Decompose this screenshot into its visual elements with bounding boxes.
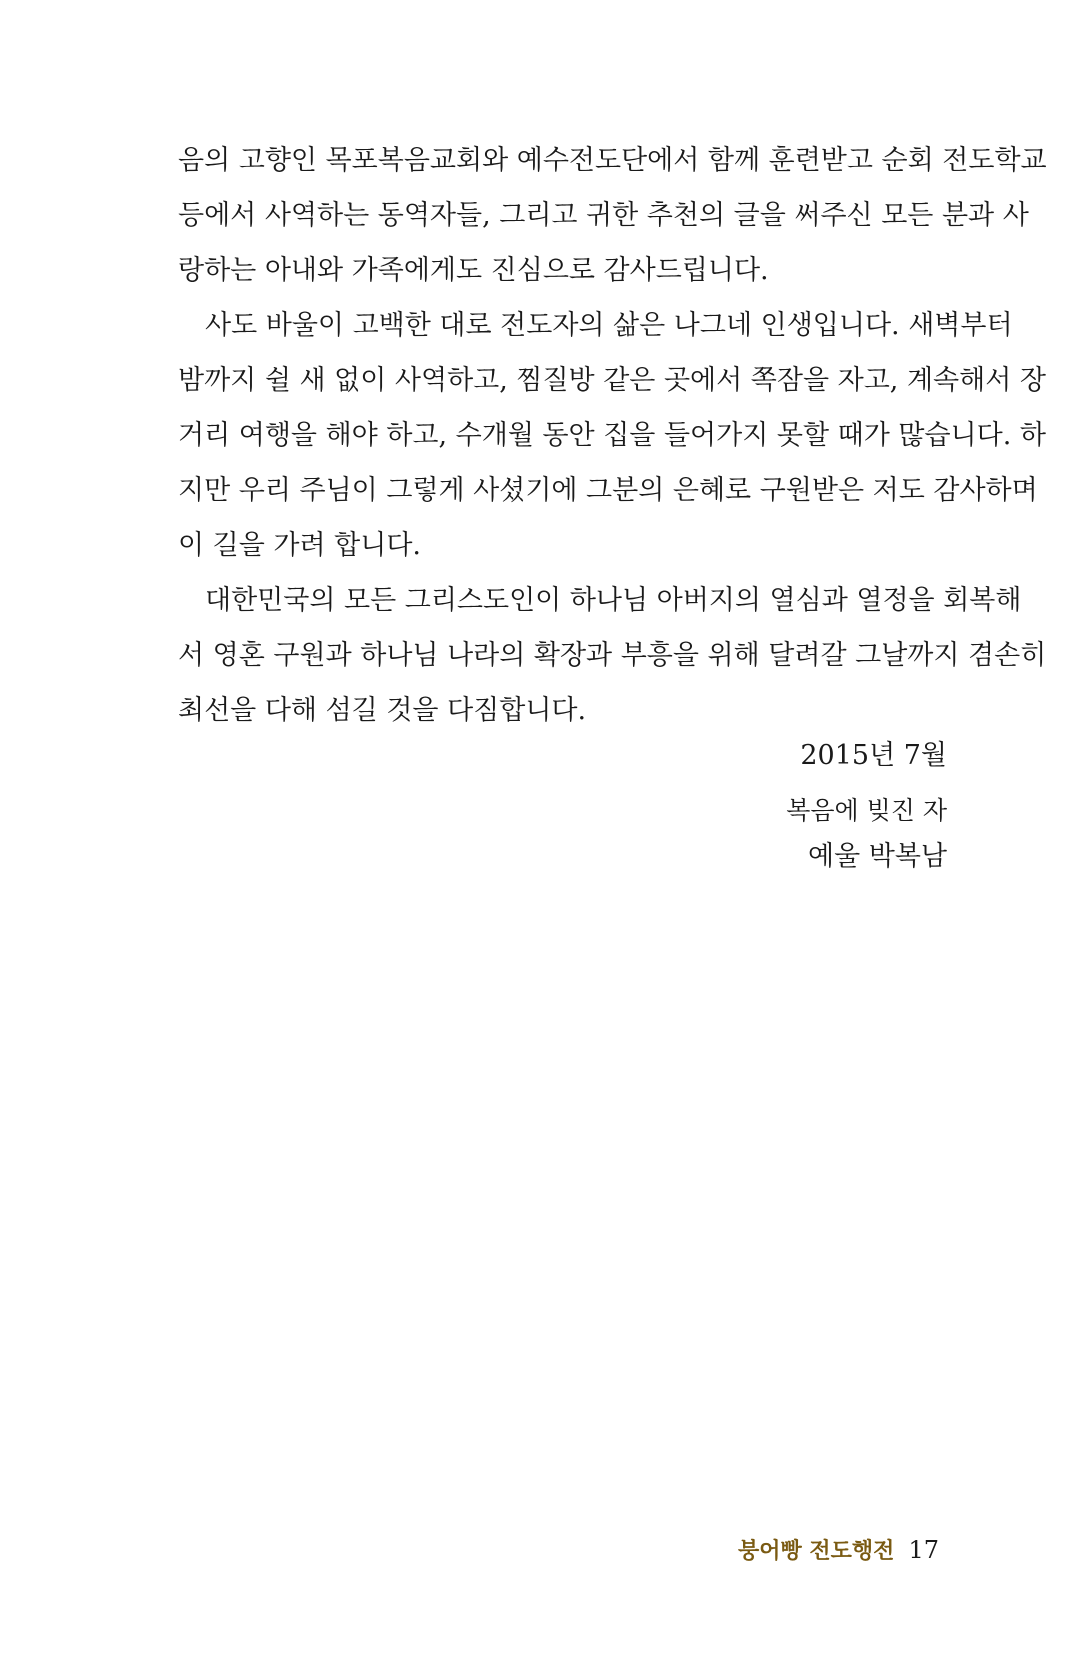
text-line: 이 길을 가려 합니다.: [178, 530, 421, 561]
text-line: 거리 여행을 해야 하고, 수개월 동안 집을 들어가지 못할 때가 많습니다. 하: [178, 420, 1046, 451]
text-line: 밤까지 쉴 새 없이 사역하고, 찜질방 같은 곳에서 쪽잠을 자고, 계속해서 장: [178, 365, 1046, 396]
text-line: 랑하는 아내와 가족에게도 진심으로 감사드립니다.: [178, 255, 769, 286]
signature-block: [786, 737, 947, 877]
text-line: 서 영혼 구원과 하나님 나라의 확장과 부흥을 위해 달려갈 그날까지 겸손히: [178, 640, 1047, 671]
book-title: 붕어빵 전도행전: [738, 1539, 895, 1564]
page-footer: [738, 1534, 939, 1565]
text-line: 등에서 사역하는 동역자들, 그리고 귀한 추천의 글을 써주신 모든 분과 사: [178, 200, 1029, 231]
page-number: 17: [908, 1536, 939, 1564]
paragraph-1: [178, 133, 1047, 298]
signature-name: 예울 박복남: [808, 841, 947, 872]
text-line: 대한민국의 모든 그리스도인이 하나님 아버지의 열심과 열정을 회복해: [205, 585, 1022, 616]
text-line: 사도 바울이 고백한 대로 전도자의 삶은 나그네 인생입니다. 새벽부터: [205, 310, 1013, 341]
text-line: 최선을 다해 섬길 것을 다짐합니다.: [178, 695, 587, 726]
text-line: 지만 우리 주님이 그렇게 사셨기에 그분의 은혜로 구원받은 저도 감사하며: [178, 475, 1038, 506]
paragraph-3: [178, 573, 1047, 738]
body-text: [178, 133, 1047, 738]
signature-line: 복음에 빚진 자: [786, 796, 947, 825]
signature-date: 2015년 7월: [800, 740, 947, 771]
paragraph-2: [178, 298, 1046, 573]
text-line: 음의 고향인 목포복음교회와 예수전도단에서 함께 훈련받고 순회 전도학교: [178, 145, 1047, 176]
